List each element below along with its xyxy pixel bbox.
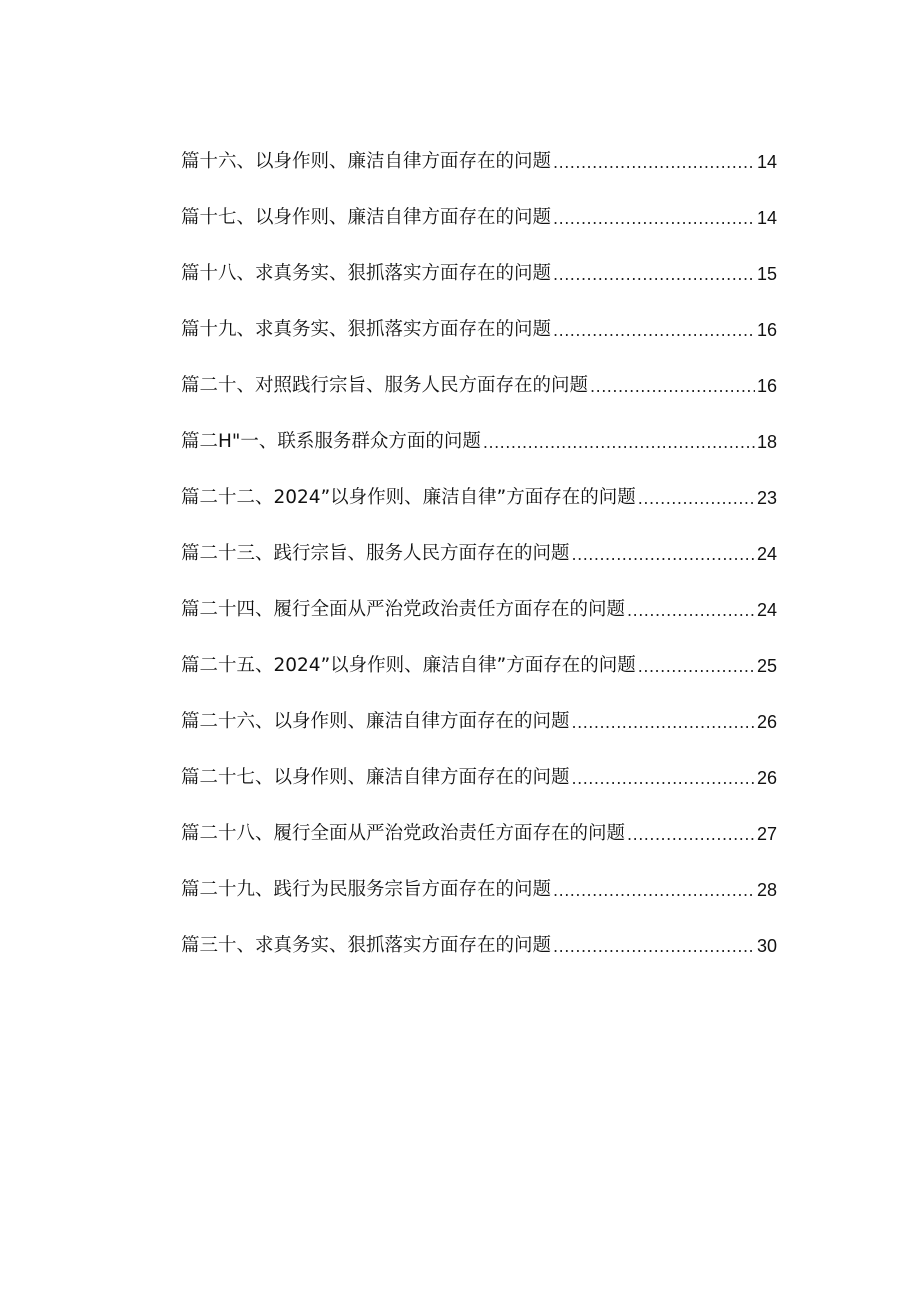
toc-entry-title: 篇十七、以身作则、廉洁自律方面存在的问题 (181, 207, 552, 228)
toc-entry-title: 篇十九、求真务实、狠抓落实方面存在的问题 (181, 319, 552, 340)
toc-entry[interactable] (181, 580, 777, 636)
toc-dot-leader (590, 374, 755, 398)
toc-entry-title: 篇二十八、履行全面从严治党政治责任方面存在的问题 (181, 823, 626, 844)
toc-entry[interactable] (181, 300, 777, 356)
toc-entry[interactable] (181, 916, 777, 972)
toc-entry-title: 篇三十、求真务实、狠抓落实方面存在的问题 (181, 935, 552, 956)
toc-entry[interactable] (181, 356, 777, 412)
toc-entry[interactable] (181, 692, 777, 748)
toc-entry[interactable] (181, 860, 777, 916)
toc-page-number: 23 (756, 488, 777, 508)
toc-entry-title: 篇二十七、以身作则、廉洁自律方面存在的问题 (181, 767, 570, 788)
toc-entry-title: 篇十六、以身作则、廉洁自律方面存在的问题 (181, 151, 552, 172)
toc-dot-leader (572, 542, 755, 566)
table-of-contents (181, 132, 777, 972)
toc-dot-leader (553, 878, 755, 902)
toc-entry[interactable] (181, 468, 777, 524)
toc-entry-title: 篇二H"一、联系服务群众方面的问题 (181, 431, 481, 452)
toc-entry-title: 篇二十六、以身作则、廉洁自律方面存在的问题 (181, 711, 570, 732)
toc-entry-title: 篇二十九、践行为民服务宗旨方面存在的问题 (181, 879, 552, 900)
toc-dot-leader (553, 262, 755, 286)
toc-dot-leader (638, 486, 755, 510)
toc-page-number: 24 (756, 544, 777, 564)
toc-page-number: 28 (756, 880, 777, 900)
toc-entry[interactable] (181, 524, 777, 580)
toc-page-number: 30 (756, 936, 777, 956)
toc-entry-title: 篇二十四、履行全面从严治党政治责任方面存在的问题 (181, 599, 626, 620)
toc-entry[interactable] (181, 244, 777, 300)
toc-page-number: 14 (756, 152, 777, 172)
toc-entry-title: 篇二十二、2024”以身作则、廉洁自律”方面存在的问题 (181, 487, 636, 508)
toc-page-number: 26 (756, 712, 777, 732)
toc-entry[interactable] (181, 188, 777, 244)
toc-page-number: 24 (756, 600, 777, 620)
toc-dot-leader (553, 206, 755, 230)
toc-dot-leader (483, 430, 755, 454)
toc-page-number: 16 (756, 320, 777, 340)
toc-entry[interactable] (181, 636, 777, 692)
toc-dot-leader (553, 318, 755, 342)
toc-page-number: 16 (756, 376, 777, 396)
toc-dot-leader (553, 934, 755, 958)
toc-entry-title: 篇二十三、践行宗旨、服务人民方面存在的问题 (181, 543, 570, 564)
toc-page-number: 15 (756, 264, 777, 284)
toc-entry[interactable] (181, 412, 777, 468)
toc-page-number: 27 (756, 824, 777, 844)
toc-page-number: 14 (756, 208, 777, 228)
toc-dot-leader (572, 710, 755, 734)
toc-entry[interactable] (181, 748, 777, 804)
toc-dot-leader (627, 598, 755, 622)
toc-page-number: 18 (756, 432, 777, 452)
toc-dot-leader (553, 150, 755, 174)
toc-entry[interactable] (181, 804, 777, 860)
toc-entry-title: 篇十八、求真务实、狠抓落实方面存在的问题 (181, 263, 552, 284)
toc-entry-title: 篇二十五、2024”以身作则、廉洁自律”方面存在的问题 (181, 655, 636, 676)
toc-dot-leader (572, 766, 755, 790)
toc-dot-leader (627, 822, 755, 846)
toc-entry-title: 篇二十、对照践行宗旨、服务人民方面存在的问题 (181, 375, 589, 396)
toc-dot-leader (638, 654, 755, 678)
toc-entry[interactable] (181, 132, 777, 188)
toc-page-number: 25 (756, 656, 777, 676)
toc-page-number: 26 (756, 768, 777, 788)
